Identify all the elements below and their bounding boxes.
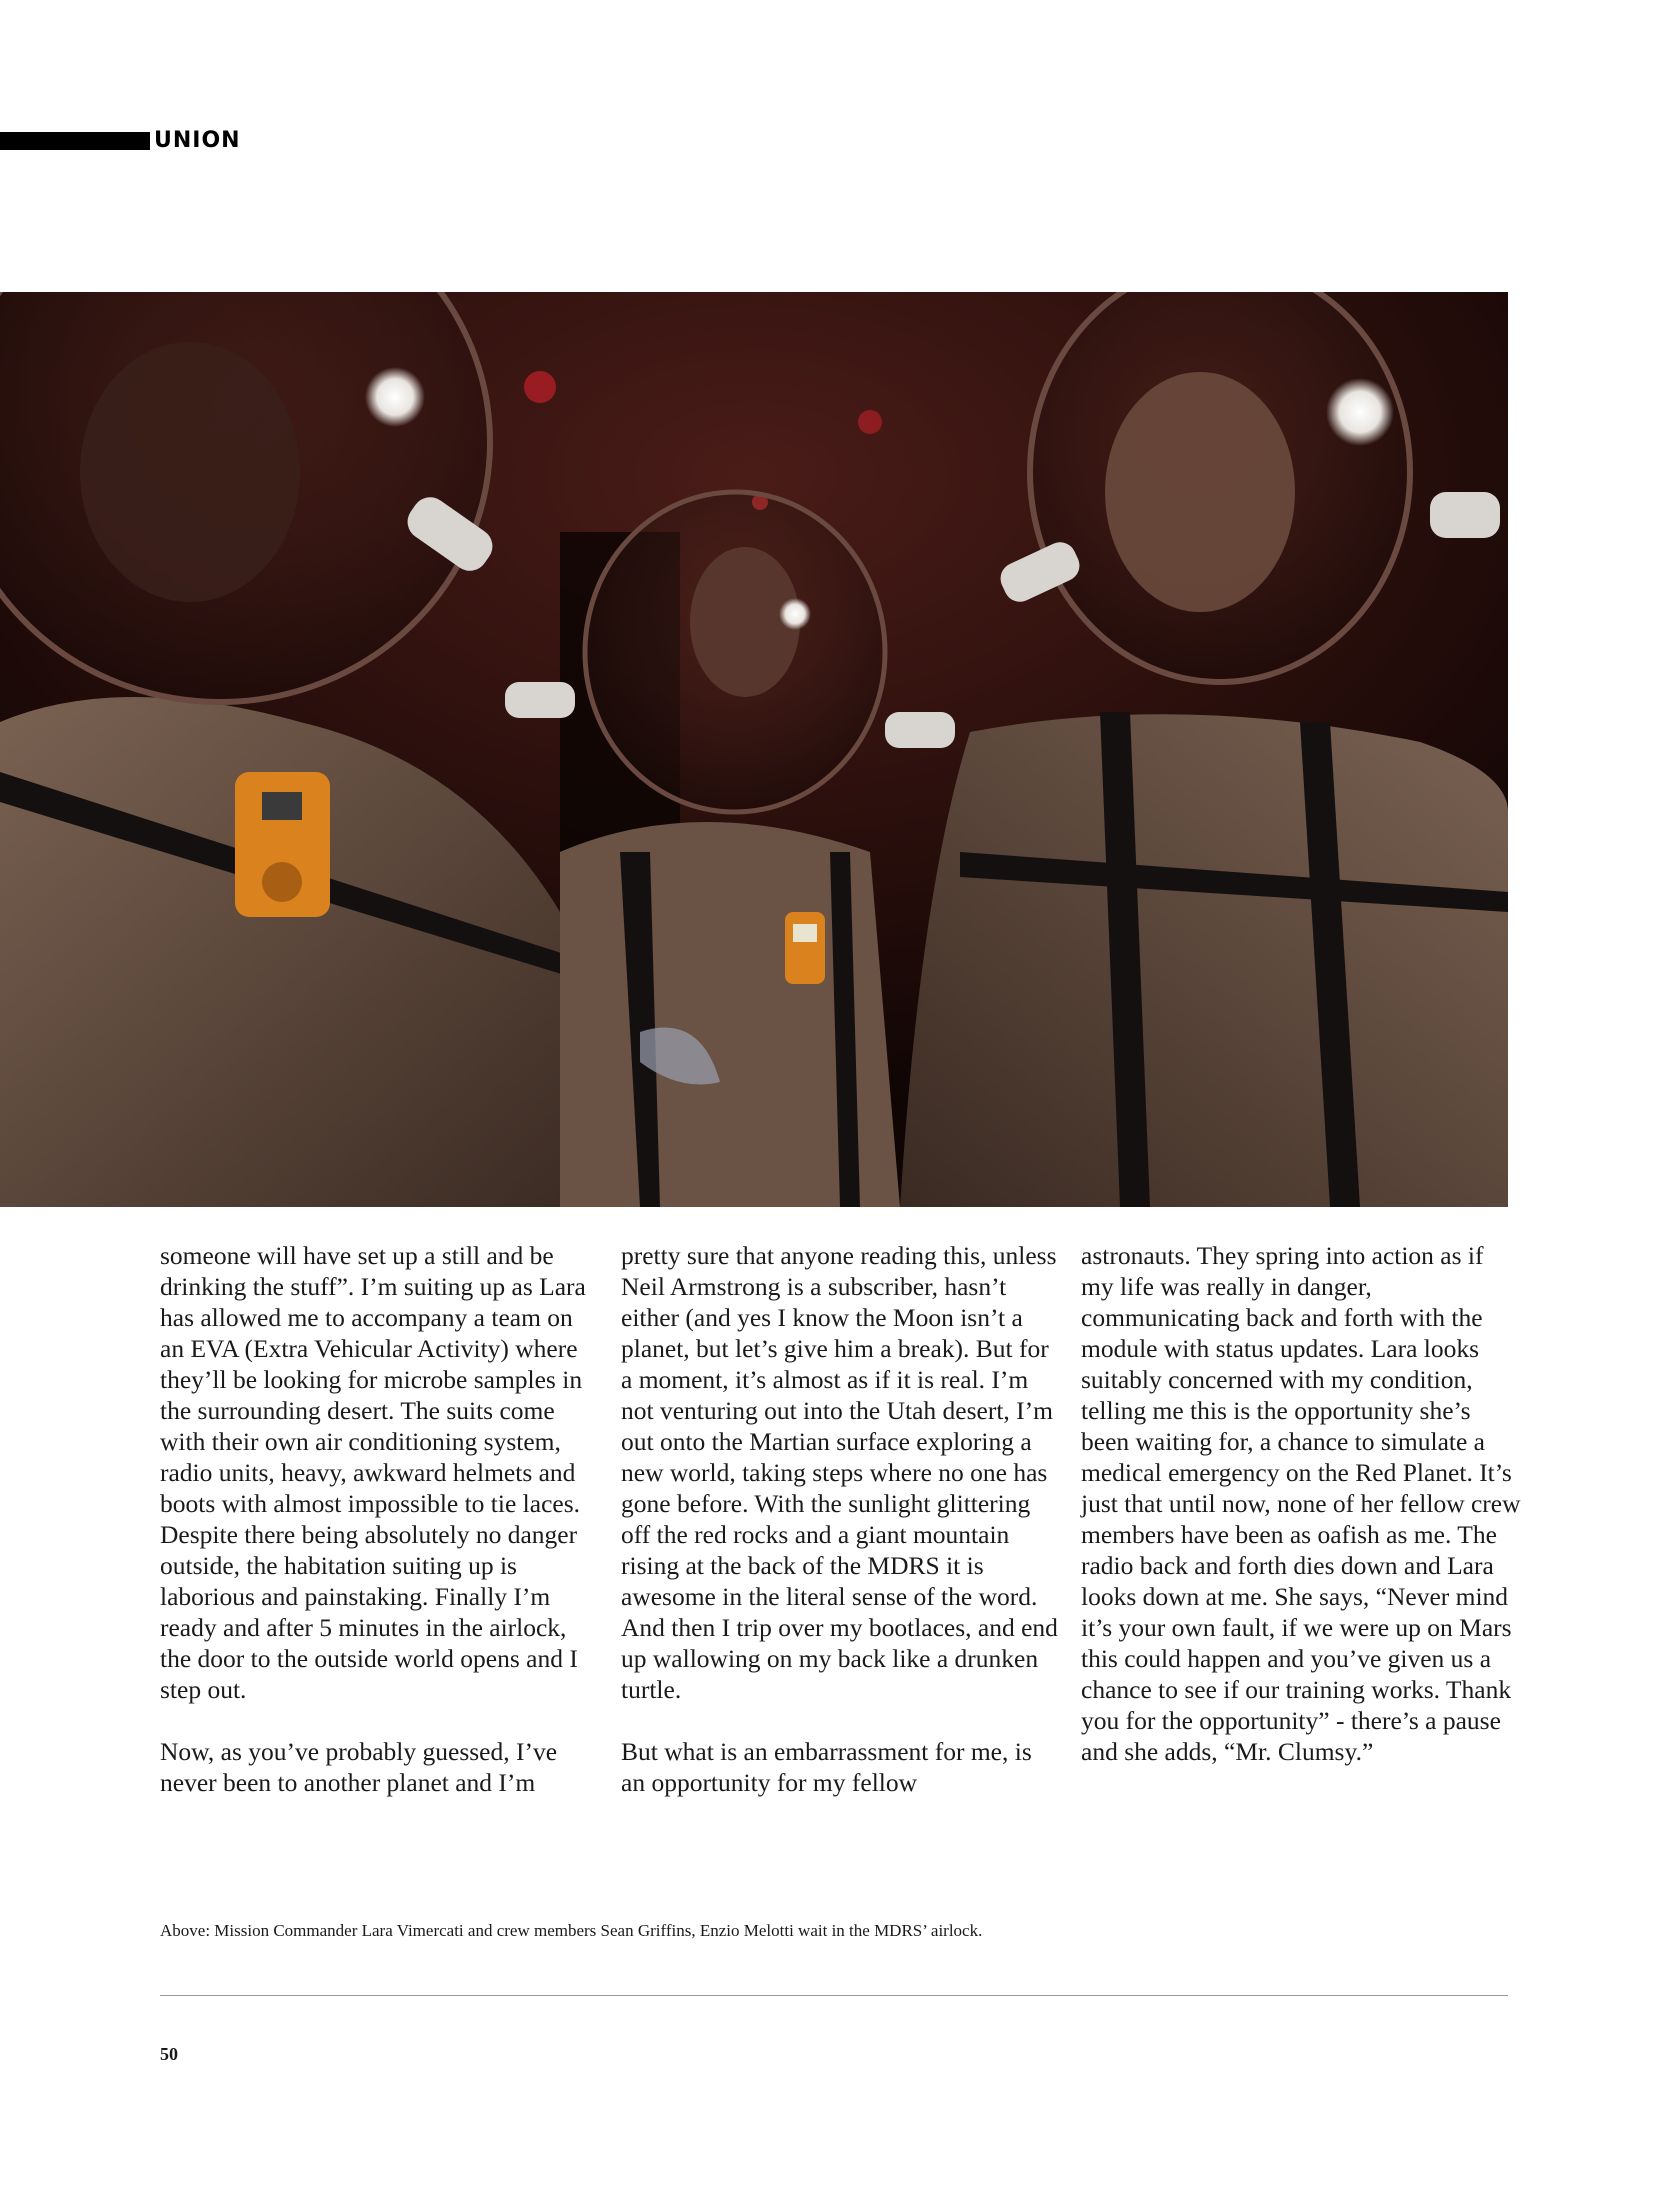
article-paragraph: pretty sure that anyone reading this, unless Neil Armstrong is a subscriber, hasn’t either (and yes I know the Moon isn’t a planet, but let’s give him a break). But for a moment, it’s almost as if it is real. I’m not venturing out into the Utah desert, I’m out onto the Martian surface exploring a new world, taking steps where no one has gone before. With the sunlight glittering off the red rocks and a giant mountain rising at the back of the MDRS it is awesome in the literal sense of the word. And then I trip over my bootlaces, and end up wallowing on my back like a drunken turtle. [621, 1241, 1058, 1704]
article-paragraph: someone will have set up a still and be drinking the stuff”. I’m suiting up as Lara has allowed me to accompany a team on an EVA (Extra Vehicular Activity) where they’ll be looking for microbe samples in the surrounding desert. The suits come with their own air conditioning system, radio units, heavy, awkward helmets and boots with almost impossible to tie laces. Despite there being absolutely no danger outside, the habitation suiting up is laborious and painstaking. Finally I’m ready and after 5 minutes in the airlock, the door to the outside world opens and I step out. [160, 1241, 586, 1704]
footer-divider [160, 1995, 1508, 1996]
article-paragraph: But what is an embarrassment for me, is an opportunity for my fellow [621, 1737, 1032, 1797]
section-label: UNION [154, 128, 241, 153]
article-paragraph: Now, as you’ve probably guessed, I’ve never been to another planet and I’m [160, 1737, 558, 1797]
photo-caption: Above: Mission Commander Lara Vimercati and crew members Sean Griffins, Enzio Melotti wait in the MDRS’ airlock. [160, 1921, 983, 1940]
article-column-3 [1081, 1240, 1521, 1767]
astronauts-photo-illustration [0, 292, 1508, 1207]
feature-photo [0, 292, 1508, 1207]
page-number: 50 [160, 2044, 178, 2064]
section-bar [0, 132, 150, 150]
article-column-2 [621, 1240, 1061, 1798]
article-paragraph: astronauts. They spring into action as if my life was really in danger, communicating back and forth with the module with status updates. Lara looks suitably concerned with my condition, telling me this is the opportunity she’s been waiting for, a chance to simulate a medical emergency on the Red Planet. It’s just that until now, none of her fellow crew members have been as oafish as me. The radio back and forth dies down and Lara looks down at me. She says, “Never mind it’s your own fault, if we were up on Mars this could happen and you’ve given us a chance to see if our training works. Thank you for the opportunity” - there’s a pause and she adds, “Mr. Clumsy.” [1081, 1241, 1521, 1766]
article-column-1 [160, 1240, 600, 1798]
